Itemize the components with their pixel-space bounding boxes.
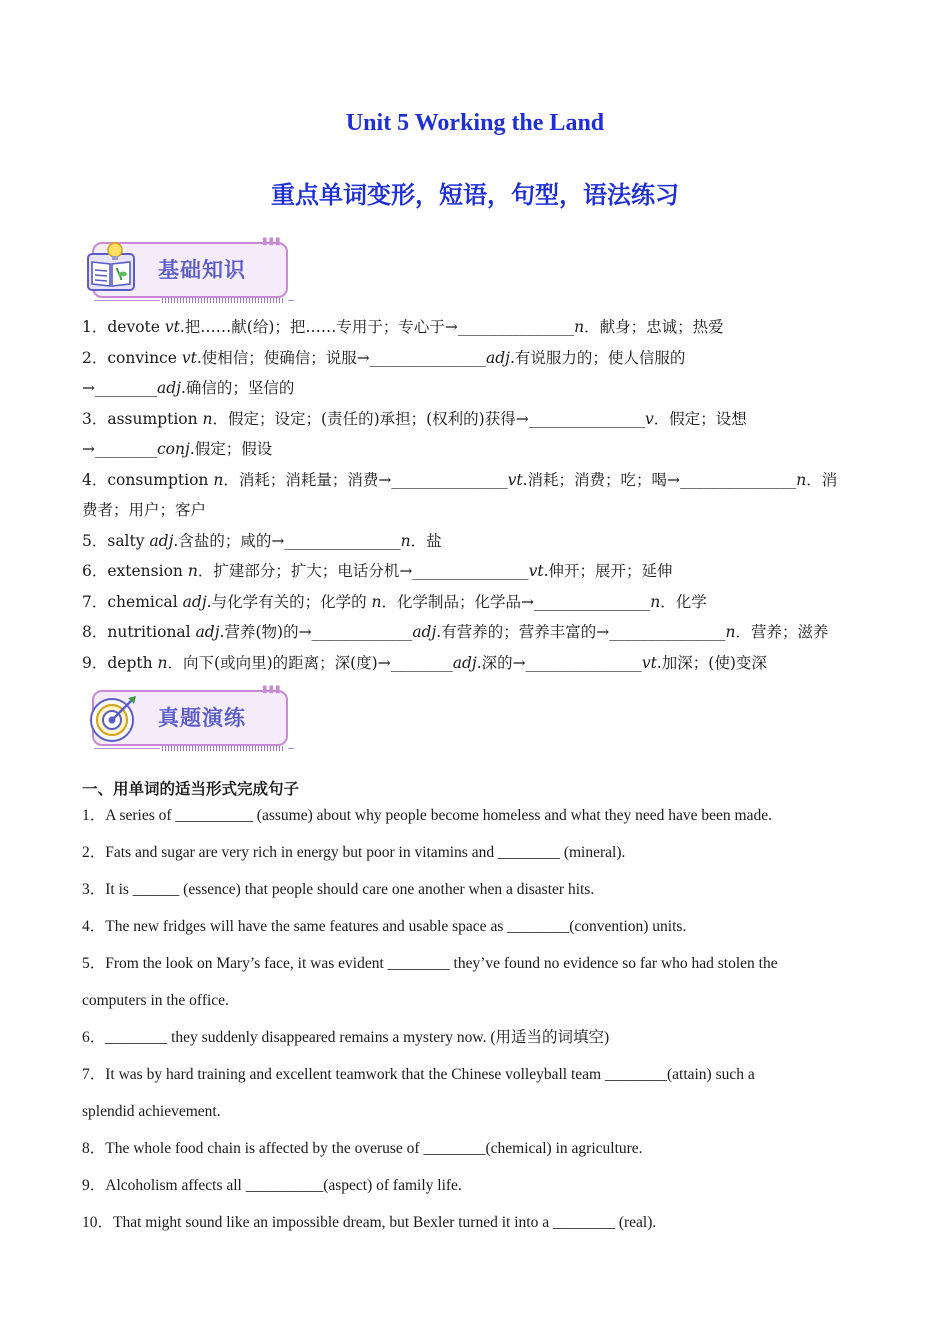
part-of-speech: n <box>371 592 382 611</box>
exercise-line: 5．From the look on Mary’s face, it was evident ________ they’ve found no evidence so far who had stolen the <box>82 955 778 972</box>
exercise-line: splendid achievement. <box>82 1103 221 1120</box>
banner-underline-end <box>288 748 294 749</box>
exercise-line: 1．A series of __________ (assume) about why people become homeless and what they need have been made. <box>82 807 772 824</box>
part-of-speech: vt <box>164 318 180 336</box>
banner-dots: ▮▮▮ <box>262 684 282 695</box>
vocab-text: ．营养；滋养 <box>735 623 829 641</box>
part-of-speech: n <box>725 623 736 641</box>
vocab-text: ．假定；设想 <box>653 409 747 428</box>
vocab-text: 9．depth <box>82 653 158 672</box>
exercise-list <box>82 797 872 1241</box>
vocab-text: ．化学 <box>660 592 707 611</box>
book-lightbulb-icon <box>82 240 142 298</box>
vocab-text: 3．assumption <box>82 409 203 428</box>
vocab-text: 4．consumption <box>82 470 214 489</box>
vocab-item <box>82 343 872 374</box>
part-of-speech: n <box>202 409 213 428</box>
exercise-line: 8．The whole food chain is affected by the overuse of ________(chemical) in agriculture. <box>82 1140 643 1157</box>
exercise-line: computers in the office. <box>82 992 229 1009</box>
exercise-line: 6．________ they suddenly disappeared remains a mystery now. (用适当的词填空) <box>82 1029 610 1046</box>
part-of-speech: adj <box>157 379 181 397</box>
part-of-speech: n <box>796 470 807 489</box>
vocabulary-list <box>82 312 872 678</box>
vocab-text: .有说服力的；使人信服的 <box>510 348 686 367</box>
banner-dots: ▮▮▮ <box>262 236 282 247</box>
vocab-text: →________ <box>82 440 157 458</box>
section-banner-practice <box>82 684 292 752</box>
vocab-item <box>82 465 872 496</box>
vocab-item <box>82 617 872 648</box>
vocab-item <box>82 526 872 557</box>
banner-underline <box>94 748 160 749</box>
part-of-speech: n <box>157 653 168 672</box>
vocab-text: 5．salty <box>82 531 150 550</box>
part-of-speech: vt <box>641 653 657 672</box>
vocab-text: .营养(物)的→_____________ <box>219 623 413 641</box>
vocab-item-continuation <box>82 434 872 465</box>
banner-label: 基础知识 <box>158 258 246 282</box>
vocab-text: .与化学有关的；化学的 <box>206 592 372 611</box>
exercise-line: 2．Fats and sugar are very rich in energy but poor in vitamins and ________ (mineral). <box>82 844 626 861</box>
exercise-line: 3．It is ______ (essence) that people should care one another when a disaster hits. <box>82 881 595 898</box>
part-of-speech: vt <box>528 562 544 580</box>
part-of-speech: n <box>650 592 661 611</box>
exercise-line: 9．Alcoholism affects all __________(aspect) of family life. <box>82 1177 462 1194</box>
part-of-speech: n <box>187 562 198 580</box>
vocab-text: .有营养的；营养丰富的→_______________ <box>436 623 726 641</box>
vocab-text: ．盐 <box>410 531 442 550</box>
part-of-speech: n <box>213 470 224 489</box>
banner-underline <box>94 300 160 301</box>
vocab-text: .确信的；坚信的 <box>180 379 295 397</box>
vocab-item <box>82 404 872 435</box>
vocab-text: 2．convince <box>82 348 182 367</box>
vocab-item <box>82 556 872 587</box>
vocab-text: →________ <box>82 379 157 397</box>
exercise-heading: 一、用单词的适当形式完成句子 <box>82 780 300 798</box>
vocab-item-continuation <box>82 495 872 526</box>
vocab-text: 6．extension <box>82 562 188 580</box>
vocab-item <box>82 587 872 618</box>
vocab-text: 8．nutritional <box>82 623 196 641</box>
part-of-speech: adj <box>452 653 477 672</box>
banner-ticks <box>162 298 284 303</box>
part-of-speech: adj <box>412 623 437 641</box>
vocab-text: ．化学制品；化学品→_______________ <box>381 592 651 611</box>
vocab-text: .含盐的；咸的→_______________ <box>173 531 401 550</box>
vocab-text: ．扩建部分；扩大；电话分机→_______________ <box>197 562 529 580</box>
vocab-text: ．消 <box>806 470 838 489</box>
part-of-speech: adj <box>149 531 174 550</box>
vocab-text: .消耗；消费；吃；喝→_______________ <box>522 470 797 489</box>
vocab-text: .深的→_______________ <box>476 653 642 672</box>
vocab-text: .假定；假设 <box>189 440 273 458</box>
exercise-line: 4．The new fridges will have the same features and usable space as ________(convention) units. <box>82 918 687 935</box>
vocab-text: ．献身；忠诚；热爱 <box>584 318 724 336</box>
vocab-text: 费者；用户；客户 <box>82 501 207 519</box>
vocab-text: 7．chemical <box>82 592 183 611</box>
vocab-item <box>82 312 872 343</box>
vocab-text: ．消耗；消耗量；消费→_______________ <box>223 470 508 489</box>
vocab-text: .使相信；使确信；说服→_______________ <box>196 348 487 367</box>
page-subtitle: 重点单词变形，短语，句型，语法练习 <box>271 181 679 209</box>
vocab-text: .伸开；展开；延伸 <box>543 562 673 580</box>
section-banner-basics <box>82 236 292 304</box>
part-of-speech: adj <box>182 592 207 611</box>
vocab-text: ．假定；设定；(责任的)承担；(权利的)获得→_______________ <box>212 409 645 428</box>
part-of-speech: vt <box>507 470 523 489</box>
banner-ticks <box>162 746 284 751</box>
page-title: Unit 5 Working the Land <box>345 110 605 136</box>
part-of-speech: conj <box>157 440 190 458</box>
target-icon <box>82 688 142 746</box>
part-of-speech: v <box>644 409 654 428</box>
vocab-item-continuation <box>82 373 872 404</box>
vocab-text: .把……献(给)；把……专用于；专心于→_______________ <box>179 318 575 336</box>
part-of-speech: n <box>400 531 411 550</box>
banner-label: 真题演练 <box>158 706 246 730</box>
part-of-speech: n <box>574 318 585 336</box>
banner-underline-end <box>288 300 294 301</box>
vocab-text: .加深；(使)变深 <box>656 653 767 672</box>
part-of-speech: adj <box>195 623 220 641</box>
part-of-speech: adj <box>486 348 510 367</box>
vocab-text: 1．devote <box>82 318 165 336</box>
part-of-speech: vt <box>181 348 197 367</box>
exercise-line: 10．That might sound like an impossible dream, but Bexler turned it into a ________ (real). <box>82 1214 657 1231</box>
vocab-text: ．向下(或向里)的距离；深(度)→________ <box>167 653 453 672</box>
vocab-item <box>82 648 872 679</box>
exercise-line: 7．It was by hard training and excellent teamwork that the Chinese volleyball team ________(attain) such a <box>82 1066 755 1083</box>
